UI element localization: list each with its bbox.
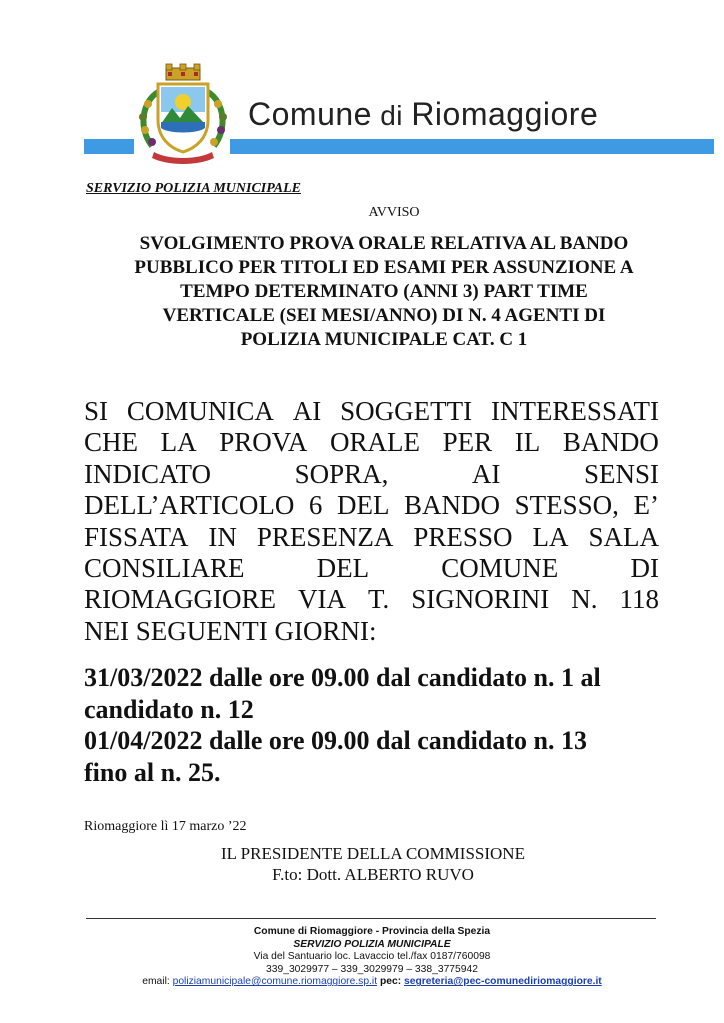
footer-address: Via del Santuario loc. Lavaccio tel./fax 0187/760098 — [253, 951, 491, 963]
body-line: FISSATA IN PRESENZA PRESSO LA SALA — [84, 521, 659, 552]
pec-label: pec: — [379, 976, 402, 988]
notice-label: AVVISO — [368, 205, 420, 220]
heading-line: PUBBLICO PER TITOLI ED ESAMI PER ASSUNZIONE A — [134, 257, 634, 278]
footer-office: Comune di Riomaggiore - Provincia della Spezia — [253, 926, 491, 937]
exam-schedule — [84, 662, 684, 788]
pec-link[interactable]: segreteria@pec-comunediriomaggiore.it — [404, 976, 602, 988]
signature-role: IL PRESIDENTE DELLA COMMISSIONE — [221, 844, 525, 863]
signature-name: F.to: Dott. ALBERTO RUVO — [272, 865, 474, 884]
schedule-line: 01/04/2022 dalle ore 09.00 dal candidato n. 13 — [84, 726, 587, 755]
body-line: DELL’ARTICOLO 6 DEL BANDO STESSO, E’ — [84, 490, 659, 521]
service-label: SERVIZIO POLIZIA MUNICIPALE — [86, 181, 301, 196]
heading-line: SVOLGIMENTO PROVA ORALE RELATIVA AL BANDO — [139, 233, 629, 254]
body-line: NEI SEGUENTI GIORNI: — [84, 615, 377, 646]
body-line: RIOMAGGIORE VIA T. SIGNORINI N. 118 — [84, 584, 659, 615]
header-accent-bar-right — [230, 139, 714, 154]
header-accent-bar-left — [84, 139, 134, 154]
footer — [80, 926, 664, 989]
notice-heading — [84, 232, 684, 352]
heading-line: TEMPO DETERMINATO (ANNI 3) PART TIME — [180, 281, 588, 302]
email-link[interactable]: poliziamunicipale@comune.riomaggiore.sp.it — [172, 976, 378, 988]
email-label: email: — [142, 976, 170, 988]
footer-contacts — [80, 976, 664, 989]
schedule-line: 31/03/2022 dalle ore 09.00 dal candidato n. 1 al — [84, 663, 601, 692]
schedule-line: fino al n. 25. — [84, 757, 221, 787]
heading-line: VERTICALE (SEI MESI/ANNO) DI N. 4 AGENTI DI — [162, 305, 606, 326]
notice-body — [84, 396, 659, 647]
coat-of-arms-icon — [128, 62, 238, 166]
footer-phones: 339_3029977 – 339_3029979 – 338_3775942 — [266, 963, 478, 975]
signature-block — [198, 843, 548, 885]
body-line: CONSILIARE DEL COMUNE DI — [84, 553, 659, 584]
body-line: SI COMUNICA AI SOGGETTI INTERESSATI — [84, 396, 659, 426]
footer-divider — [86, 918, 656, 919]
place-date: Riomaggiore lì 17 marzo ’22 — [84, 819, 247, 834]
body-line: INDICATO SOPRA, AI SENSI — [84, 458, 659, 489]
heading-line: POLIZIA MUNICIPALE CAT. C 1 — [240, 329, 528, 350]
body-line: CHE LA PROVA ORALE PER IL BANDO — [84, 427, 659, 458]
page-title: Comune di Riomaggiore — [248, 96, 599, 132]
schedule-line: candidato n. 12 — [84, 694, 254, 724]
footer-service: SERVIZIO POLIZIA MUNICIPALE — [293, 938, 451, 950]
